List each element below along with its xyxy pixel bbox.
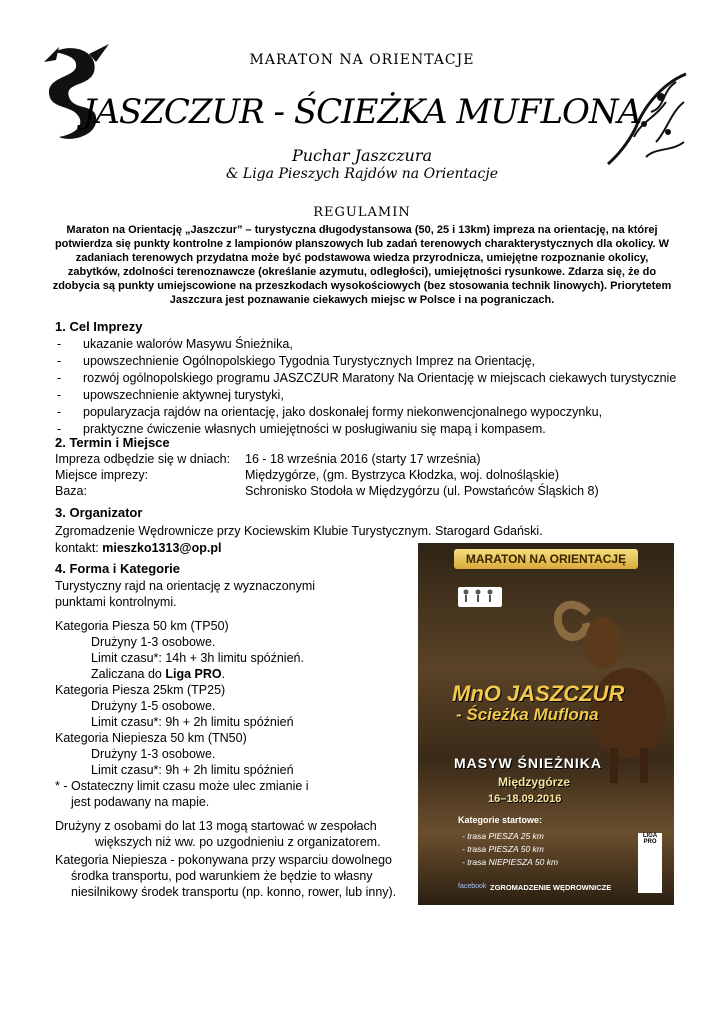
header-cup: Puchar Jaszczura — [291, 146, 433, 165]
poster-date: 16–18.09.2016 — [488, 793, 562, 805]
section-2-title: 2. Termin i Miejsce — [55, 435, 170, 450]
intro-paragraph: Maraton na Orientację „Jaszczur” – turystyczna długodystansowa (50, 25 i 13km) impreza na orientację, na której potwierdza się punkty kontrolne z lampionów planszowych lub zadań terenowych charakterystycznych dla okolicy. W zadaniach terenowych przydatna może być podstawowa wiedza przyrodnicza, umiejętne rozpoznanie okolicy, zabytków, zdolności terenoznawcze (określanie azymutu, odległości), umiejętności rysunkowe. Zdarza się, że do zdobycia są punkty umiejscowione na przeszkodach wysokościowych (bez stosowania technik linowych). Priorytetem Jaszczura jest poznawanie ciekawych miejsc w Polsce i na pograniczach. — [52, 224, 672, 306]
event-poster — [418, 543, 674, 905]
hikers-icon — [458, 587, 502, 607]
poster-category: - trasa PIESZA 50 km — [462, 844, 544, 854]
section-1-list — [55, 336, 695, 438]
liga-pro-logo: LIGA PRO — [638, 833, 662, 893]
poster-category: - trasa NIEPIESZA 50 km — [462, 857, 559, 867]
liga-pro-label: Liga PRO — [165, 667, 222, 681]
poster-banner: MARATON NA ORIENTACJĘ — [454, 549, 638, 569]
section-1-title: 1. Cel Imprezy — [55, 319, 143, 334]
list-item: - praktyczne ćwiczenie własnych umiejętności w posługiwaniu się mapą i kompasem. — [55, 421, 695, 438]
section-4-title: 4. Forma i Kategorie — [55, 561, 180, 576]
list-item: - rozwój ogólnopolskiego programu JASZCZUR Maratony Na Orientację w miejscach ciekawych turystycznie — [55, 370, 695, 387]
table-row: Miejsce imprezy: Międzygórze, (gm. Bystrzyca Kłodzka, woj. dolnośląskie) — [55, 468, 560, 482]
poster-categories-label: Kategorie startowe: — [458, 815, 543, 825]
header-league: & Liga Pieszych Rajdów na Orientacje — [226, 166, 498, 182]
regulamin-heading: REGULAMIN — [313, 205, 411, 220]
contact-email[interactable]: mieszko1313@op.pl — [102, 541, 222, 555]
poster-title-2: - Ścieżka Muflona — [456, 705, 599, 724]
list-item: - ukazanie walorów Masywu Śnieżnika, — [55, 336, 695, 353]
list-item: - popularyzacja rajdów na orientację, jako doskonałej formy niekonwencjonalnego wypoczynku, — [55, 404, 695, 421]
organizer-line: Zgromadzenie Wędrownicze przy Kociewskim Klubie Turystycznym. Starogard Gdański. — [55, 524, 543, 538]
section-3-title: 3. Organizator — [55, 505, 143, 520]
poster-category: - trasa PIESZA 25 km — [462, 831, 544, 841]
list-item: - upowszechnienie aktywnej turystyki, — [55, 387, 695, 404]
section-2-table — [55, 451, 695, 499]
list-item: - upowszechnienie Ogólnopolskiego Tygodnia Turystycznych Imprez na Orientację, — [55, 353, 695, 370]
poster-town: Międzygórze — [498, 775, 571, 789]
contact-line: kontakt: mieszko1313@op.pl — [55, 541, 222, 555]
header-subtitle: MARATON NA ORIENTACJE — [249, 52, 475, 68]
facebook-label: facebook — [458, 883, 487, 890]
section-4-body: Turystyczny rajd na orientację z wyznaczonymi punktami kontrolnymi. Kategoria Piesza 50 km (TP50) Drużyny 1-3 osobowe. Limit czasu*: 14h + 3h limitu spóźnień. Zaliczana do Liga PRO. Kategoria Piesza 25km (TP25) Drużyny 1-5 osobowe. Limit czasu*: 9h + 2h limitu spóźnień Kategoria Niepiesza 50 km (TN50) Drużyny 1-3 osobowe. Limit czasu*: 9h + 2h limitu spóźnień * - Ostateczny limit czasu może ulec zmianie i jest podawany na mapie. Drużyny z osobami do lat 13 mogą startować w zespołach większych niż ww. po uzgodnieniu z organizatorem. Kategoria Niepiesza - pokonywana przy wsparciu dowolnego środka transportu, pod warunkiem że będzie to własny niesilnikowy środek transportu (np. konno, rower, lub inny). — [55, 579, 397, 899]
table-row: Impreza odbędzie się w dniach: 16 - 18 września 2016 (starty 17 września) — [55, 452, 481, 466]
page-title: JASZCZUR - ŚCIEŻKA MUFLONA — [82, 92, 642, 132]
poster-title-1: MnO JASZCZUR — [452, 681, 625, 706]
table-row: Baza: Schronisko Stodoła w Międzygórzu (ul. Powstańców Śląskich 8) — [55, 484, 599, 498]
poster-organizer: ZGROMADZENIE WĘDROWNICZE — [490, 883, 612, 892]
poster-place: MASYW ŚNIEŻNIKA — [454, 755, 602, 771]
